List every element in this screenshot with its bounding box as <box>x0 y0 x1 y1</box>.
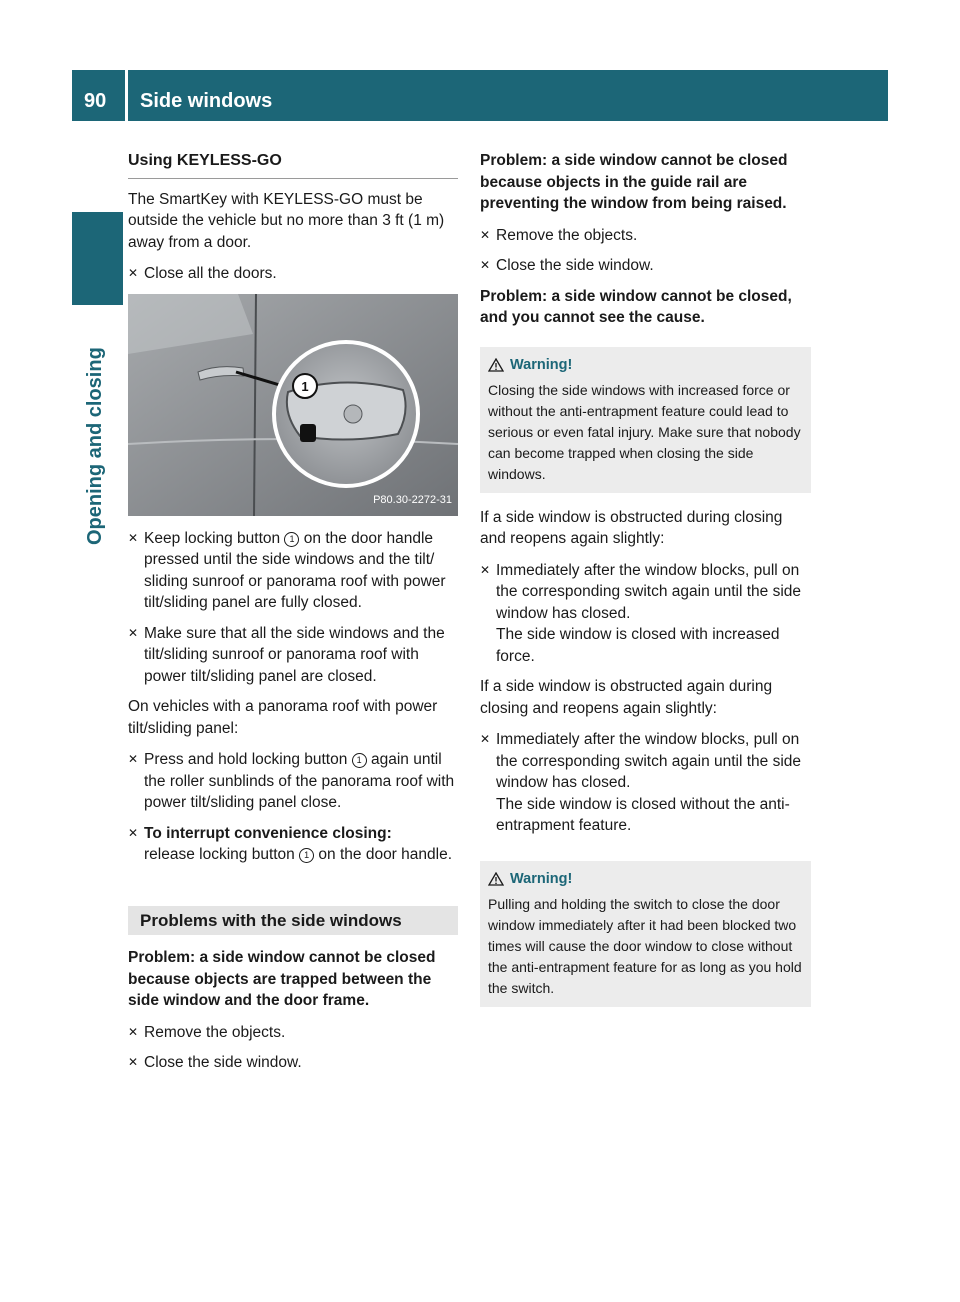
door-handle-figure <box>128 294 458 516</box>
arrow-icon: ✕ <box>128 752 139 766</box>
panorama-note: On vehicles with a panorama roof with power tilt/sliding panel: <box>128 698 438 737</box>
arrow-icon: ✕ <box>128 825 139 840</box>
step-item: ✕ Remove the objects. <box>128 1022 458 1044</box>
step-item: ✕ Close all the doors. <box>128 263 458 285</box>
arrow-icon: ✕ <box>128 625 139 640</box>
left-column <box>128 150 458 1083</box>
arrow-icon: ✕ <box>128 266 139 280</box>
section-title: Using KEYLESS-GO <box>128 150 458 179</box>
circled-number-icon: 1 <box>352 753 367 768</box>
problem-heading: Problem: a side window cannot be closed, and you cannot see the cause. <box>480 287 792 326</box>
step-result: The side window is closed without the anti-entrapment feature. <box>496 795 790 834</box>
intro-text: The SmartKey with KEYLESS-GO must be outside the vehicle but no more than 3 ft (1 m) away from a door. <box>128 190 445 251</box>
arrow-icon: ✕ <box>480 258 491 272</box>
header-divider <box>125 70 128 121</box>
right-column <box>480 150 811 1021</box>
step-item: ✕ Close the side window. <box>128 1052 458 1074</box>
step-item: ✕ Make sure that all the side windows and the tilt/sliding sunroof or panorama roof with power tilt/sliding panel are closed. <box>128 624 445 685</box>
chapter-label: Opening and closing <box>84 347 106 545</box>
warning-triangle-icon <box>488 358 504 372</box>
warning-triangle-icon <box>488 872 504 886</box>
step-item: ✕ Press and hold locking button 1 again until the roller sunblinds of the panorama roof with power tilt/sliding panel close. <box>128 751 455 811</box>
step-result: The side window is closed with increased force. <box>496 626 780 665</box>
step-item: ✕ Close the side window. <box>480 255 811 277</box>
step-item: ✕ Remove the objects. <box>480 225 811 247</box>
page-number: 90 <box>84 90 107 112</box>
obstructed-note: If a side window is obstructed during closing and reopens again slightly: <box>480 508 783 547</box>
obstructed-note: If a side window is obstructed again during closing and reopens again slightly: <box>480 678 773 717</box>
door-handle-illustration <box>128 294 458 516</box>
problem-heading: Problem: a side window cannot be closed because objects are trapped between the side window and the door frame. <box>128 949 436 1009</box>
arrow-icon: ✕ <box>480 732 491 746</box>
warning-title: Warning! <box>488 355 803 376</box>
circled-number-icon: 1 <box>284 532 299 547</box>
problem-heading: Problem: a side window cannot be closed because objects in the guide rail are preventing the window from being raised. <box>480 152 788 212</box>
step-item: ✕ Immediately after the window blocks, pull on the corresponding switch again until the side window has closed. The side window is closed without the anti-entrapment feature. <box>480 731 802 834</box>
circled-number-icon: 1 <box>299 848 314 863</box>
warning-box <box>480 861 811 1007</box>
warning-text: Closing the side windows with increased force or without the anti-entrapment feature could lead to serious or even fatal injury. Make sure that nobody can become trapped when closing the side windows. <box>488 381 801 482</box>
arrow-icon: ✕ <box>128 1055 139 1069</box>
arrow-icon: ✕ <box>480 562 491 577</box>
warning-text: Pulling and holding the switch to close the door window immediately after it had been blocked two times will cause the door window to close without the anti-entrapment feature for as long as you hold the switch. <box>488 895 802 996</box>
page-title: Side windows <box>140 90 273 112</box>
problems-heading: Problems with the side windows <box>128 906 458 936</box>
arrow-icon: ✕ <box>128 530 139 545</box>
figure-code: P80.30-2272-31 <box>373 494 452 506</box>
step-item: ✕ To interrupt convenience closing: release locking button 1 on the door handle. <box>128 824 453 863</box>
arrow-icon: ✕ <box>128 1024 139 1039</box>
warning-title: Warning! <box>488 869 803 890</box>
warning-box <box>480 347 811 493</box>
figure-callout: 1 <box>301 378 309 394</box>
step-item: ✕ Immediately after the window blocks, pull on the corresponding switch again until the side window has closed. The side window is closed with increased force. <box>480 561 802 665</box>
chapter-tab <box>72 212 123 305</box>
arrow-icon: ✕ <box>480 227 491 242</box>
step-item: ✕ Keep locking button 1 on the door handle pressed until the side windows and the tilt/ sliding sunroof or panorama roof with power tilt/sliding panel are fully closed. <box>128 529 446 611</box>
